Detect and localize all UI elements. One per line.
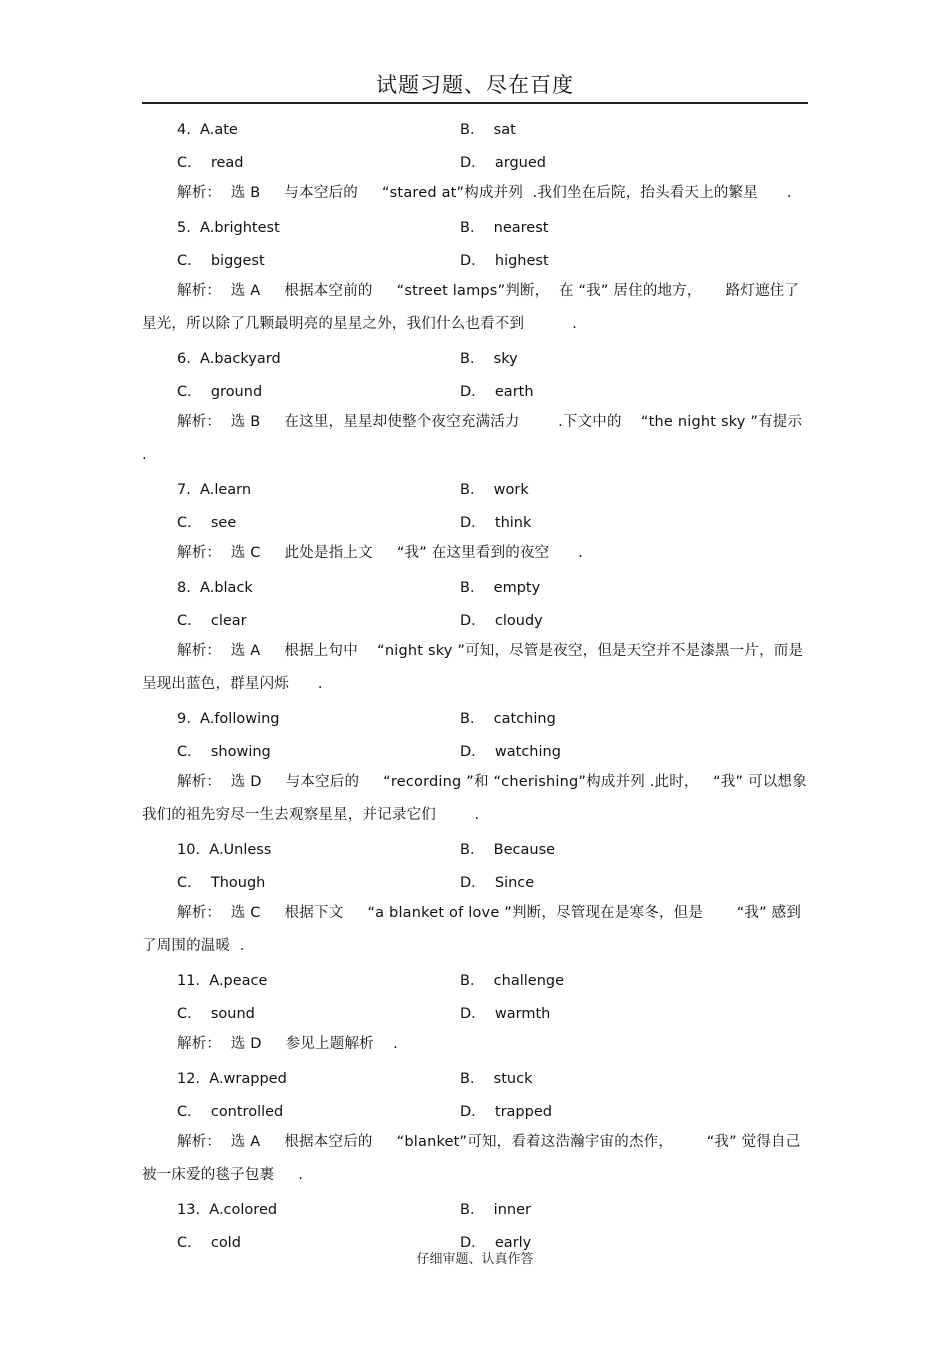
analysis-text: 解析： 选 D 与本空后的 “recording ”和 “cherishing”构成并列 .此时， “我” 可以想象我们的祖先穷尽一生去观察星星，并记录它们 . <box>142 774 807 823</box>
options-row-cd <box>142 147 808 180</box>
option-c: C． showing <box>177 744 271 760</box>
header-title: 试题习题、尽在百度 <box>376 73 574 97</box>
question-12 <box>142 1063 808 1192</box>
analysis-text: 解析： 选 A 根据上句中 “night sky ”可知，尽管是夜空，但是天空并不是漆黑一片，而是呈现出蓝色，群星闪烁 . <box>142 643 804 692</box>
option-a: 8. A.black <box>177 580 253 596</box>
options-row-cd <box>142 736 808 769</box>
options-row-cd <box>142 376 808 409</box>
question-7 <box>142 474 808 570</box>
options-row-cd <box>142 605 808 638</box>
option-b: B． inner <box>460 1202 531 1218</box>
question-11 <box>142 965 808 1061</box>
question-5 <box>142 212 808 341</box>
option-d: D． Since <box>460 875 535 891</box>
option-b: B． empty <box>460 580 541 596</box>
analysis-text: 解析： 选 D 参见上题解析 . <box>177 1036 398 1052</box>
analysis-text: 解析： 选 B 与本空后的 “stared at”构成并列 .我们坐在后院，抬头看天上的繁星 . <box>177 185 792 201</box>
options-row-cd <box>142 507 808 540</box>
option-b: B． Because <box>460 842 556 858</box>
option-b: B． nearest <box>460 220 549 236</box>
analysis-text: 解析： 选 C 根据下文 “a blanket of love ”判断，尽管现在是寒冬，但是 “我” 感到了周围的温暖 . <box>142 905 802 954</box>
option-d: D． cloudy <box>460 613 543 629</box>
options-row-ab <box>142 965 808 998</box>
option-d: D． early <box>460 1235 532 1251</box>
option-a: 11. A.peace <box>177 973 268 989</box>
option-a: 7. A.learn <box>177 482 252 498</box>
option-c: C． sound <box>177 1006 255 1022</box>
option-b: B． challenge <box>460 973 565 989</box>
option-d: D． trapped <box>460 1104 552 1120</box>
option-a: 9. A.following <box>177 711 280 727</box>
options-row-ab <box>142 212 808 245</box>
option-d: D． earth <box>460 384 534 400</box>
option-a: 10. A.Unless <box>177 842 272 858</box>
option-d: D． argued <box>460 155 546 171</box>
options-row-ab <box>142 834 808 867</box>
option-d: D． warmth <box>460 1006 551 1022</box>
option-b: B． sat <box>460 122 516 138</box>
option-a: 4. A.ate <box>177 122 238 138</box>
question-9 <box>142 703 808 832</box>
analysis-text: 解析： 选 A 根据本空后的 “blanket”可知，看着这浩瀚宇宙的杰作， “我” 觉得自己被一床爱的毯子包裹 . <box>142 1134 801 1183</box>
question-10 <box>142 834 808 963</box>
question-6 <box>142 343 808 472</box>
option-b: B． catching <box>460 711 556 727</box>
option-c: C． clear <box>177 613 247 629</box>
options-row-ab <box>142 1194 808 1227</box>
options-row-ab <box>142 343 808 376</box>
options-row-cd <box>142 245 808 278</box>
question-4 <box>142 114 808 210</box>
option-c: C． controlled <box>177 1104 284 1120</box>
option-a: 6. A.backyard <box>177 351 281 367</box>
option-b: B． stuck <box>460 1071 533 1087</box>
option-b: B． work <box>460 482 529 498</box>
option-c: C． read <box>177 155 244 171</box>
analysis-text: 解析： 选 B 在这里，星星却使整个夜空充满活力 .下文中的 “the night sky ”有提示 . <box>142 414 808 463</box>
page-header <box>142 70 808 104</box>
option-b: B． sky <box>460 351 518 367</box>
option-c: C． Though <box>177 875 266 891</box>
option-c: C． cold <box>177 1235 241 1251</box>
options-row-cd <box>142 867 808 900</box>
options-row-ab <box>142 114 808 147</box>
option-c: C． biggest <box>177 253 265 269</box>
option-c: C． ground <box>177 384 263 400</box>
option-d: D． watching <box>460 744 561 760</box>
option-c: C． see <box>177 515 237 531</box>
options-row-ab <box>142 474 808 507</box>
option-a: 5. A.brightest <box>177 220 280 236</box>
option-d: D． think <box>460 515 532 531</box>
options-row-ab <box>142 703 808 736</box>
analysis-text: 解析： 选 A 根据本空前的 “street lamps”判断， 在 “我” 居住的地方， 路灯遮住了星光，所以除了几颗最明亮的星星之外，我们什么也看不到 . <box>142 283 800 332</box>
option-d: D． highest <box>460 253 549 269</box>
option-a: 13. A.colored <box>177 1202 278 1218</box>
analysis-text: 解析： 选 C 此处是指上文 “我” 在这里看到的夜空 . <box>177 545 584 561</box>
question-8 <box>142 572 808 701</box>
options-row-cd <box>142 998 808 1031</box>
options-row-ab <box>142 1063 808 1096</box>
options-row-cd <box>142 1096 808 1129</box>
option-a: 12. A.wrapped <box>177 1071 287 1087</box>
page-footer: 仔细审题、认真作答 <box>416 1252 534 1267</box>
question-list <box>142 114 808 1260</box>
options-row-ab <box>142 572 808 605</box>
